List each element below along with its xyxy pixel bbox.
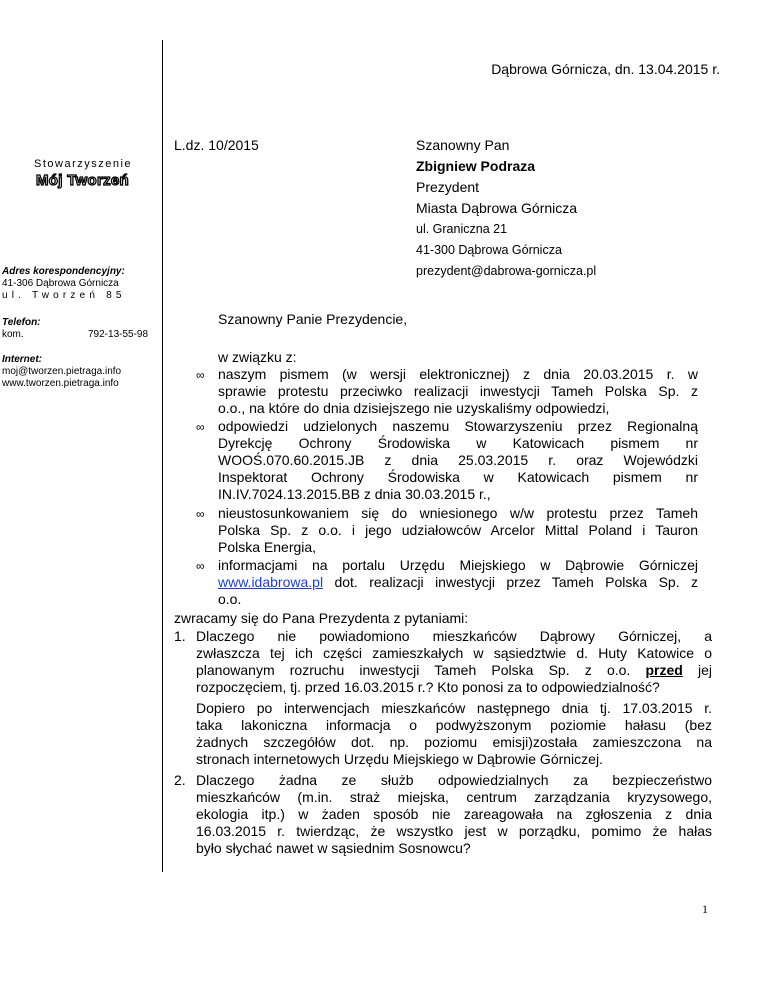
questions-intro: zwracamy się do Pana Prezydenta z pytaniami: xyxy=(174,610,469,626)
question-2: Dlaczego żadna ze służb odpowiedzialnych za bezpieczeństwo mieszkańców (m.in. straż miejska, centrum zarządzania kryzysowego, ekologia itp.) w żaden sposób nie zareagowała na zgłoszenia z dnia 16.03.2015 r. twierdząc, że wszystko jest w porządku, pomimo że hałas było słychać nawet w sąsiednim Sosnowcu? xyxy=(196,772,712,856)
internet-email: moj@tworzen.pietraga.info xyxy=(2,366,122,377)
idabrowa-link[interactable]: www.idabrowa.pl xyxy=(218,574,324,590)
address-label: Adres korespondencyjny: xyxy=(2,266,125,277)
bullet-icon: ∞ xyxy=(196,507,205,521)
recipient-salutation: Szanowny Pan xyxy=(416,137,510,153)
bullet-item-2: odpowiedzi udzielonych naszemu Stowarzyszeniu przez Regionalną Dyrekcję Ochrony Środowiska w Katowicach pismem nr WOOŚ.070.60.2015.JB z dnia 25.03.2015 r. oraz Wojewódzki Inspektorat Ochrony Środowiska w Katowicach pismem nr IN.IV.7024.13.2015.BB z dnia 30.03.2015 r., xyxy=(218,418,698,502)
recipient-name: Zbigniew Podraza xyxy=(416,158,536,174)
phone-number: 792-13-55-98 xyxy=(88,329,149,340)
recipient-email: prezydent@dabrowa-gornicza.pl xyxy=(416,264,597,278)
question-1-followup: Dopiero po interwencjach mieszkańców następnego dnia tj. 17.03.2015 r. taka lakoniczna informacja o podwyższonym poziomie hałasu (bez żadnych szczegółów dot. np. poziomu emisji)została zamieszczona na stronach internetowych Urzędu Miejskiego w Dąbrowie Górniczej. xyxy=(196,700,712,767)
question-2-number: 2. xyxy=(174,772,186,788)
date-line: Dąbrowa Górnicza, dn. 13.04.2015 r. xyxy=(491,61,720,77)
address-line1: 41-306 Dąbrowa Górnicza xyxy=(2,278,119,289)
greeting: Szanowny Panie Prezydencie, xyxy=(218,311,408,327)
sidebar-divider xyxy=(162,40,163,872)
recipient-office: Miasta Dąbrowa Górnicza xyxy=(416,200,578,216)
internet-website: www.tworzen.pietraga.info xyxy=(2,378,119,389)
bullet-item-1: naszym pismem (w wersji elektronicznej) z dnia 20.03.2015 r. w sprawie protestu przeciwko realizacji inwestycji Tameh Polska Sp. z o.o., na które do dnia dzisiejszego nie uzyskaliśmy odpowiedzi, xyxy=(218,366,698,416)
bullet-item-4: informacjami na portalu Urzędu Miejskiego w Dąbrowie Górniczej www.idabrowa.pl dot. realizacji inwestycji przez Tameh Polska Sp. z o.o. xyxy=(218,557,698,607)
bullet-icon: ∞ xyxy=(196,420,205,434)
phone-kom-label: kom. xyxy=(2,329,24,340)
recipient-title: Prezydent xyxy=(416,179,480,195)
reference-number: L.dz. 10/2015 xyxy=(174,137,259,153)
intro-line: w związku z: xyxy=(218,349,297,365)
question-1-number: 1. xyxy=(174,628,186,644)
recipient-postal: 41-300 Dąbrowa Górnicza xyxy=(416,243,562,257)
phone-label: Telefon: xyxy=(2,317,41,328)
association-label: Stowarzyszenie xyxy=(34,158,133,170)
bullet-icon: ∞ xyxy=(196,559,205,573)
page-number: 1 xyxy=(702,902,708,916)
association-logo: Mój Tworzeń xyxy=(36,172,130,189)
bullet-item-3: nieustosunkowaniem się do wniesionego w/w protestu przez Tameh Polska Sp. z o.o. i jego udziałowców Arcelor Mittal Poland i Tauron Polska Energia, xyxy=(218,505,698,555)
internet-label: Internet: xyxy=(2,354,42,365)
question-1: Dlaczego nie powiadomiono mieszkańców Dąbrowy Górniczej, a zwłaszcza tej ich części zamieszkałych w sąsiedztwie d. Huty Katowice o planowanym rozruchu inwestycji Tameh Polska Sp. z o.o. przed jej rozpoczęciem, tj. przed 16.03.2015 r.? Kto ponosi za to odpowiedzialność? xyxy=(196,628,713,695)
address-line2: ul. Tworzeń 85 xyxy=(2,290,126,301)
emphasis-przed: przed xyxy=(645,662,683,678)
bullet-icon: ∞ xyxy=(196,368,205,382)
recipient-street: ul. Graniczna 21 xyxy=(416,222,508,236)
